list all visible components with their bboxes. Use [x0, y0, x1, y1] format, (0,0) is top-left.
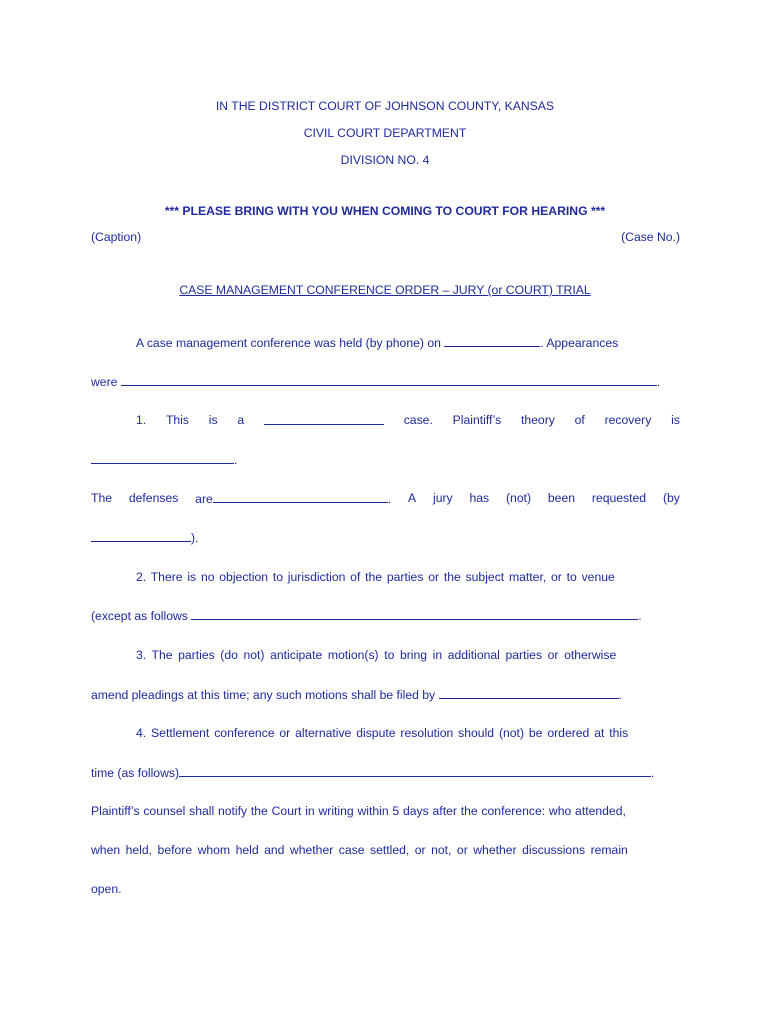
- item1-word: a: [237, 413, 245, 427]
- item1-number: 1.: [136, 413, 147, 427]
- item2-line: 2. There is no objection to jurisdiction of the parties or the subject matter, or to venue: [136, 570, 615, 584]
- item4-line: 4. Settlement conference or alternative dispute resolution should (not) be ordered at this: [136, 726, 629, 740]
- defenses-word: has: [469, 491, 490, 505]
- were-label: were: [91, 375, 118, 389]
- closing-paren: ).: [191, 531, 199, 545]
- except-label: (except as follows: [91, 609, 188, 623]
- document-title: CASE MANAGEMENT CONFERENCE ORDER – JURY (or COURT) TRIAL: [179, 283, 591, 297]
- period: .: [234, 453, 238, 467]
- jury-requested-by-blank[interactable]: [91, 530, 191, 542]
- notify-line-2: when held, before whom held and whether case settled, or not, or whether discussions remain: [91, 843, 628, 857]
- item1-word: of: [574, 413, 585, 427]
- department-heading: CIVIL COURT DEPARTMENT: [303, 126, 467, 140]
- motions-deadline-blank[interactable]: [439, 687, 619, 699]
- defenses-line: [91, 491, 680, 506]
- item1-word: theory: [520, 413, 555, 427]
- period: .: [651, 766, 655, 780]
- appearances-line: [91, 374, 680, 389]
- defenses-word: jury: [433, 491, 453, 505]
- item1-word: is: [671, 413, 680, 427]
- defenses-word: are: [195, 492, 213, 506]
- period: .: [656, 375, 661, 389]
- item3-line: 3. The parties (do not) anticipate motion(s) to bring in additional parties or otherwise: [136, 648, 617, 662]
- amend-line: [91, 687, 680, 702]
- item1-line: [136, 413, 680, 427]
- jury-requested-line: [91, 530, 680, 545]
- defenses-word: A: [408, 491, 417, 505]
- intro-text: A case management conference was held (by phone) on: [136, 336, 441, 350]
- item1-word: case.: [403, 413, 433, 427]
- caption-row: [91, 230, 680, 244]
- intro-line: [136, 335, 680, 350]
- item1-word: Plaintiff’s: [452, 413, 502, 427]
- division-heading: DIVISION NO. 4: [340, 153, 430, 167]
- item1-word: is: [208, 413, 218, 427]
- item1-word: recovery: [604, 413, 652, 427]
- defenses-word: .: [387, 492, 392, 506]
- bring-notice: *** PLEASE BRING WITH YOU WHEN COMING TO COURT FOR HEARING ***: [164, 204, 606, 218]
- defenses-word: defenses: [128, 491, 179, 505]
- defenses-word: (by: [662, 491, 680, 505]
- adr-timing-blank[interactable]: [179, 765, 651, 777]
- case-no-label: (Case No.): [621, 230, 680, 244]
- appearances-blank[interactable]: [121, 374, 657, 386]
- court-heading: IN THE DISTRICT COURT OF JOHNSON COUNTY, KANSAS: [215, 99, 555, 113]
- caption-label: (Caption): [91, 230, 142, 244]
- case-type-blank[interactable]: [264, 413, 384, 425]
- venue-line: [91, 608, 680, 623]
- recovery-theory-blank[interactable]: [91, 452, 234, 464]
- defenses-word: (not): [506, 491, 532, 505]
- item1-word: This: [165, 413, 189, 427]
- amend-text: amend pleadings at this time; any such motions shall be filed by: [91, 688, 436, 702]
- venue-exceptions-blank[interactable]: [191, 608, 638, 620]
- notify-line-1: Plaintiff’s counsel shall notify the Court in writing within 5 days after the conference: who attended,: [91, 804, 626, 818]
- time-line: [91, 765, 680, 780]
- document-title-row: [0, 283, 770, 297]
- time-label: time (as follows): [91, 766, 180, 780]
- intro-appearances: . Appearances: [540, 336, 619, 350]
- defenses-word: The: [91, 491, 113, 505]
- period: .: [618, 688, 622, 702]
- recovery-line: [91, 452, 680, 467]
- defenses-word: requested: [591, 491, 647, 505]
- defenses-word: been: [547, 491, 576, 505]
- defenses-blank[interactable]: [213, 491, 388, 503]
- conference-date-blank[interactable]: [444, 335, 540, 347]
- period: .: [638, 609, 642, 623]
- notify-line-3: open.: [91, 882, 122, 896]
